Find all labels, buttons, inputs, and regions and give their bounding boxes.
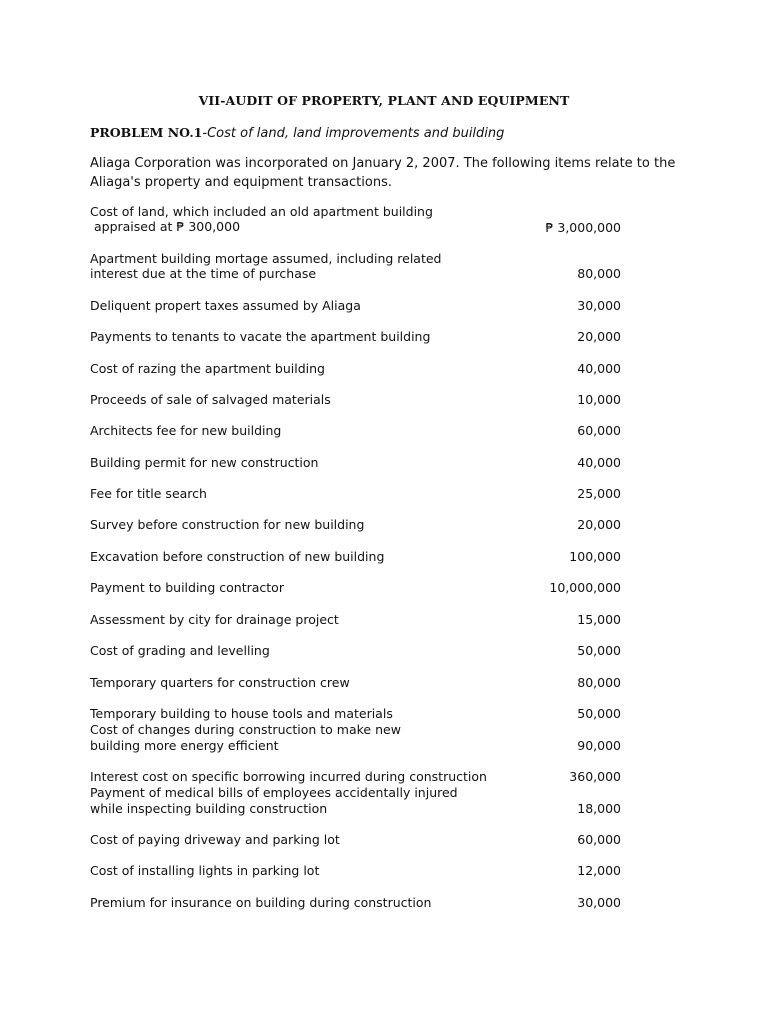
item-amount-20: 12,000 xyxy=(577,863,621,878)
item-description-1-line-1: Apartment building mortage assumed, including related xyxy=(90,251,442,266)
item-description-18-line-2: while inspecting building construction xyxy=(90,801,328,816)
item-description-13: Cost of grading and levelling xyxy=(90,643,270,658)
item-amount-14: 80,000 xyxy=(577,675,621,690)
item-description-1-line-2: interest due at the time of purchase xyxy=(90,266,317,281)
item-description-16-line-1: Cost of changes during construction to make new xyxy=(90,722,401,737)
item-amount-4: 40,000 xyxy=(577,361,621,376)
item-amount-6: 60,000 xyxy=(577,423,621,438)
item-description-14: Temporary quarters for construction crew xyxy=(90,675,350,690)
item-description-18-line-1: Payment of medical bills of employees accidentally injured xyxy=(90,785,458,800)
item-amount-15: 50,000 xyxy=(577,706,621,721)
item-amount-17: 360,000 xyxy=(569,769,621,784)
problem-label: PROBLEM NO.1 xyxy=(90,125,203,140)
item-amount-2: 30,000 xyxy=(577,298,621,313)
item-amount-11: 10,000,000 xyxy=(549,580,621,595)
item-amount-21: 30,000 xyxy=(577,895,621,910)
item-description-5: Proceeds of sale of salvaged materials xyxy=(90,392,331,407)
item-description-12: Assessment by city for drainage project xyxy=(90,612,339,627)
item-amount-8: 25,000 xyxy=(577,486,621,501)
item-amount-5: 10,000 xyxy=(577,392,621,407)
item-description-19: Cost of paying driveway and parking lot xyxy=(90,832,340,847)
item-amount-3: 20,000 xyxy=(577,329,621,344)
item-description-6: Architects fee for new building xyxy=(90,423,282,438)
item-description-16-line-2: building more energy efficient xyxy=(90,738,279,753)
item-description-7: Building permit for new construction xyxy=(90,455,319,470)
item-description-11: Payment to building contractor xyxy=(90,580,284,595)
page-title: VII-AUDIT OF PROPERTY, PLANT AND EQUIPMENT xyxy=(198,93,570,108)
item-description-0-line-2: appraised at ₱ 300,000 xyxy=(90,219,241,234)
item-amount-10: 100,000 xyxy=(569,549,621,564)
problem-heading xyxy=(90,125,504,141)
item-description-15: Temporary building to house tools and materials xyxy=(90,706,393,721)
problem-title: -Cost of land, land improvements and building xyxy=(202,126,505,141)
intro-line-2: Aliaga's property and equipment transactions. xyxy=(90,175,392,190)
item-amount-18: 18,000 xyxy=(577,801,621,816)
item-description-3: Payments to tenants to vacate the apartment building xyxy=(90,329,431,344)
item-description-4: Cost of razing the apartment building xyxy=(90,361,325,376)
intro-paragraph xyxy=(90,154,675,192)
item-amount-13: 50,000 xyxy=(577,643,621,658)
item-description-0-line-1: Cost of land, which included an old apartment building xyxy=(90,204,433,219)
item-description-21: Premium for insurance on building during construction xyxy=(90,895,432,910)
item-amount-1: 80,000 xyxy=(577,266,621,281)
item-amount-16: 90,000 xyxy=(577,738,621,753)
item-amount-12: 15,000 xyxy=(577,612,621,627)
item-description-20: Cost of installing lights in parking lot xyxy=(90,863,320,878)
intro-line-1: Aliaga Corporation was incorporated on January 2, 2007. The following items relate to the xyxy=(90,156,676,171)
item-description-17: Interest cost on specific borrowing incurred during construction xyxy=(90,769,487,784)
item-description-9: Survey before construction for new building xyxy=(90,517,365,532)
item-description-2: Deliquent propert taxes assumed by Aliaga xyxy=(90,298,361,313)
item-amount-19: 60,000 xyxy=(577,832,621,847)
item-description-10: Excavation before construction of new building xyxy=(90,549,385,564)
item-amount-7: 40,000 xyxy=(577,455,621,470)
item-amount-0: ₱ 3,000,000 xyxy=(545,220,621,235)
item-amount-9: 20,000 xyxy=(577,517,621,532)
item-description-8: Fee for title search xyxy=(90,486,207,501)
